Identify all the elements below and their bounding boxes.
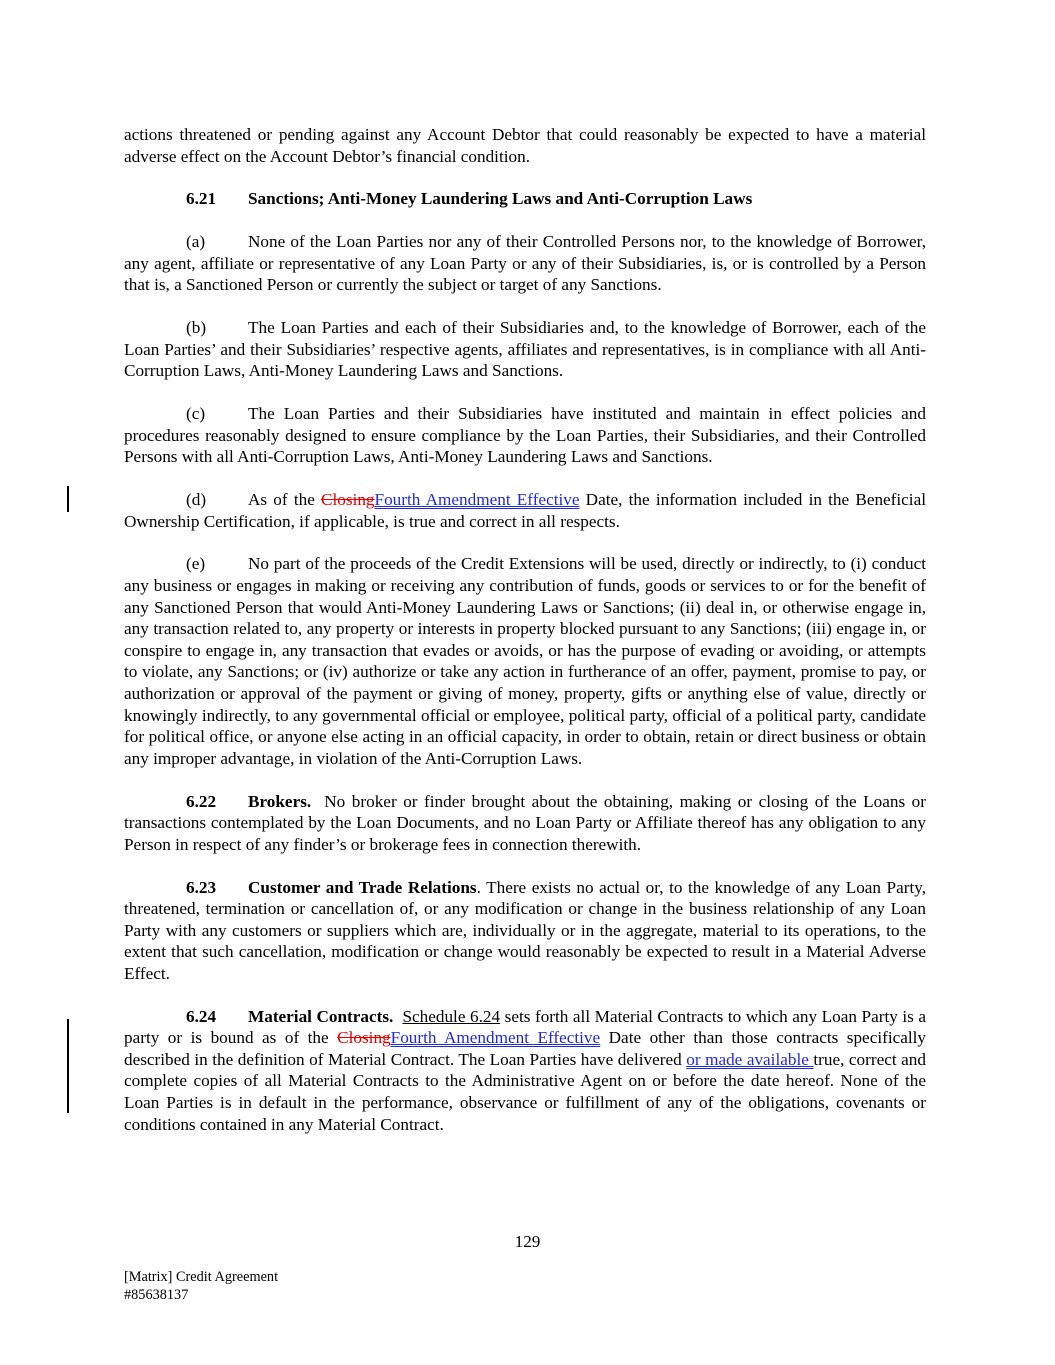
footer-doc-id: #85638137 xyxy=(124,1287,189,1304)
section-6-21-heading: 6.21 Sanctions; Anti-Money Laundering Laws and Anti-Corruption Laws xyxy=(186,189,753,209)
section-6-21-d: (d) As of the ClosingFourth Amendment Effective Date, the information included in the Beneficial Ownership Certification, if applicable, is true and correct in all respects. xyxy=(124,490,926,531)
section-6-21-e: (e) No part of the proceeds of the Credit Extensions will be used, directly or indirectly, to (i) conduct any business or engages in making or receiving any contribution of funds, goods or services to or for the benefit of any Sanctioned Person that would Anti-Money Laundering Laws or Sanctions; (ii) deal in, or otherwise engage in, any transaction related to, any property or interests in property blocked pursuant to any Sanctions; (iii) engage in, or conspire to engage in, any transaction that evades or avoids, or has the purpose of evading or avoiding, or attempts to violate, any Sanctions; or (iv) authorize or take any action in furtherance of an offer, payment, promise to pay, or authorization or approval of the payment or giving of money, property, gifts or anything else of value, directly or knowingly indirectly, to any governmental official or employee, political party, official of a political party, candidate for political office, or anyone else acting in an official capacity, in order to obtain, retain or direct business or obtain any improper advantage, in violation of the Anti-Corruption Laws. xyxy=(124,554,926,768)
change-bar-624 xyxy=(67,1019,69,1113)
section-6-23: 6.23 Customer and Trade Relations. There exists no actual or, to the knowledge of any Loan Party, threatened, termination or cancellation of, or any modification or change in the business relationship of any Loan Party with any customers or suppliers which are, individually or in the aggregate, material to its operations, to the extent that such cancellation, modification or change would reasonably be expected to result in a Material Adverse Effect. xyxy=(124,877,926,983)
section-6-21-c: (c) The Loan Parties and their Subsidiaries have instituted and maintain in effect policies and procedures reasonably designed to ensure compliance by the Loan Parties, their Subsidiaries, and their Controlled Persons with all Anti-Corruption Laws, Anti-Money Laundering Laws and Sanctions. xyxy=(124,404,926,467)
page-number: 129 xyxy=(514,1232,541,1251)
footer-title: [Matrix] Credit Agreement xyxy=(124,1269,279,1285)
inserted-text: or made available xyxy=(686,1049,814,1069)
section-6-22-title: Brokers. xyxy=(248,791,312,811)
section-6-21-a: (a) None of the Loan Parties nor any of their Controlled Persons nor, to the knowledge of Borrower, any agent, affiliate or representative of any Loan Party or any of their Subsidiaries, is, or is controlled by a Person that is, a Sanctioned Person or currently the subject or target of any Sanctions. xyxy=(124,232,926,295)
footer xyxy=(124,1268,278,1305)
section-6-24-title: Material Contracts. xyxy=(248,1006,394,1026)
inserted-text: Fourth Amendment Effective xyxy=(374,490,580,510)
inserted-text: Fourth Amendment Effective xyxy=(390,1028,601,1048)
section-6-21-b: (b) The Loan Parties and each of their Subsidiaries and, to the knowledge of Borrower, each of the Loan Parties’ and their Subsidiaries’ respective agents, affiliates and representatives, is in compliance with all Anti-Corruption Laws, Anti-Money Laundering Laws and Sanctions. xyxy=(124,318,926,381)
section-6-23-title: Customer and Trade Relations xyxy=(248,877,477,897)
section-6-24: 6.24 Material Contracts. Schedule 6.24 sets forth all Material Contracts to which any Loan Party is a party or is bound as of the ClosingFourth Amendment Effective Date other than those contracts specifically described in the definition of Material Contract. The Loan Parties have delivered or made available true, correct and complete copies of all Material Contracts to the Administrative Agent on or before the date hereof. None of the Loan Parties is in default in the performance, observance or fulfillment of any of the obligations, covenants or conditions contained in any Material Contract. xyxy=(124,1006,927,1134)
change-bar-d xyxy=(67,486,69,512)
intro-paragraph: actions threatened or pending against any Account Debtor that could reasonably be expected to have a material adverse effect on the Account Debtor’s financial condition. xyxy=(124,125,926,166)
schedule-reference: Schedule 6.24 xyxy=(402,1006,501,1026)
deleted-text: Closing xyxy=(337,1028,391,1048)
section-6-22: 6.22 Brokers. No broker or finder brought about the obtaining, making or closing of the Loans or transactions contemplated by the Loan Documents, and no Loan Party or Affiliate thereof has any obligation to any Person in respect of any finder’s or brokerage fees in connection therewith. xyxy=(124,791,927,854)
document-body xyxy=(124,124,926,1156)
deleted-text: Closing xyxy=(321,490,375,510)
